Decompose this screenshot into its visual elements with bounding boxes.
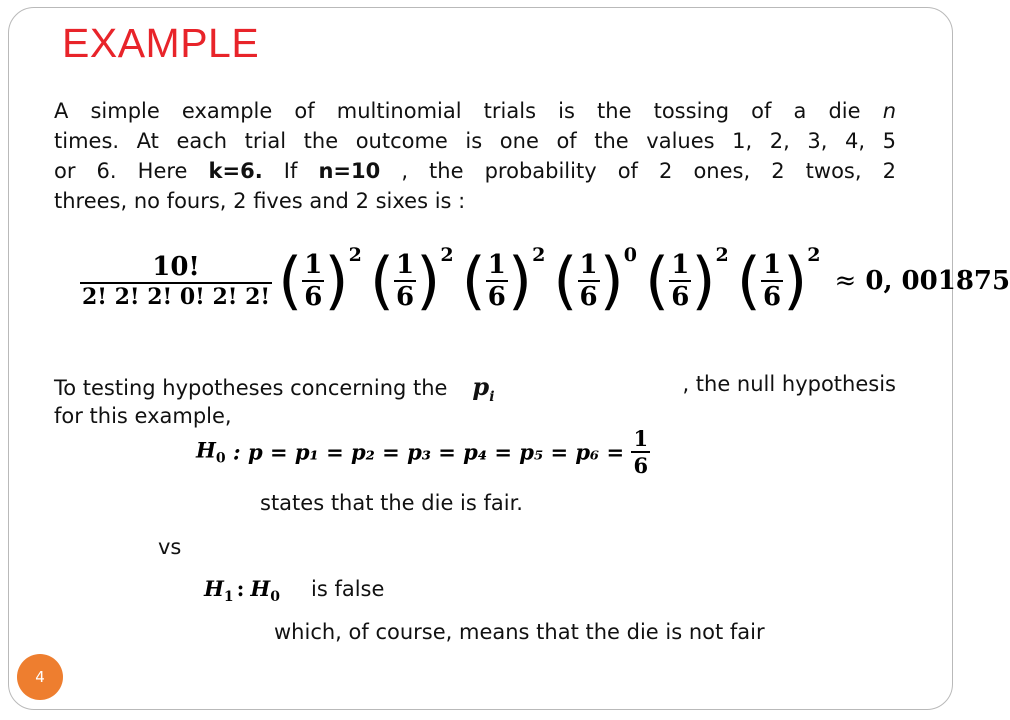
- power-term-3: ( $\frac{1}{6}$ )$^2$: [461, 244, 546, 317]
- power-term-2: ( $\frac{1}{6}$ )$^2$: [369, 244, 454, 317]
- text-segment: or 6. Here: [54, 159, 188, 183]
- vs-label: vs: [158, 535, 182, 559]
- power-term-6: ( $\frac{1}{6}$ )$^2$: [736, 244, 821, 317]
- exponent: 2: [807, 244, 821, 266]
- fraction-numerator: 1: [487, 250, 506, 280]
- factorial-denominator: 2! 2! 2! 0! 2! 2!: [82, 284, 271, 310]
- page-number-badge: 4: [17, 654, 63, 700]
- fraction-numerator: 1: [579, 250, 598, 280]
- fraction-numerator: 1: [633, 426, 649, 451]
- fraction-denominator: 6: [671, 282, 690, 312]
- alternative-hypothesis: [204, 576, 280, 605]
- text-segment: If: [283, 159, 298, 183]
- fraction-denominator: 6: [304, 282, 323, 312]
- colon: :: [236, 576, 245, 601]
- fraction-numerator: 1: [762, 250, 782, 280]
- multinomial-formula: [80, 244, 1010, 317]
- text-segment: A simple example of multinomial trials is the tossing of a die: [54, 99, 861, 123]
- h0-fraction: [631, 426, 650, 478]
- exponent: 2: [440, 244, 454, 266]
- approx-sign: ≈: [834, 266, 857, 296]
- fair-statement: states that the die is fair.: [260, 491, 523, 515]
- hypothesis-line-1: [54, 372, 896, 405]
- n-value: n=10: [318, 159, 381, 183]
- exponent: 2: [715, 244, 729, 266]
- p-symbol: p: [472, 372, 490, 401]
- text-segment: To testing hypotheses concerning the: [54, 376, 448, 400]
- is-false-label: is false: [311, 577, 385, 601]
- fraction-denominator: 6: [396, 282, 415, 312]
- null-hypothesis-equation: : p = p₁ = p₂ = p₃ = p₄ = p₅ = p₆ =: [232, 439, 625, 465]
- fraction-denominator: 6: [762, 282, 782, 312]
- h0-subscript: 0: [270, 589, 280, 606]
- hypothesis-line-2: for this example,: [54, 404, 232, 428]
- text-segment: , the probability of 2 ones, 2 twos, 2: [401, 159, 896, 183]
- paragraph-line-2: times. At each trial the outcome is one of the values 1, 2, 3, 4, 5: [54, 129, 896, 153]
- not-fair-statement: which, of course, means that the die is not fair: [274, 620, 765, 644]
- h0-subscript: 0: [215, 450, 226, 467]
- intro-paragraph: [54, 96, 896, 216]
- fraction-numerator: 1: [671, 250, 690, 280]
- h-symbol: H: [196, 437, 216, 463]
- i-subscript: i: [489, 388, 495, 405]
- paragraph-line-4: threes, no fours, 2 fives and 2 sixes is :: [54, 189, 466, 213]
- exponent: 2: [532, 244, 546, 266]
- power-term-4: ( $\frac{1}{6}$ )$^0$: [553, 244, 638, 317]
- paragraph-line-1: [54, 96, 896, 126]
- exponent: 0: [623, 244, 638, 266]
- factorial-fraction: [80, 252, 272, 310]
- power-term-1: ( $\frac{1}{6}$ )$^2$: [278, 244, 362, 317]
- slide-title: EXAMPLE: [62, 20, 260, 66]
- fraction-numerator: 1: [304, 250, 323, 280]
- h1-subscript: 1: [223, 589, 234, 606]
- variable-n: n: [882, 99, 896, 123]
- exponent: 2: [348, 244, 362, 266]
- paragraph-line-3: [54, 156, 896, 186]
- null-hypothesis: [196, 426, 650, 478]
- fraction-denominator: 6: [579, 282, 598, 312]
- text-segment: , the null hypothesis: [682, 372, 896, 396]
- fraction-denominator: 6: [633, 453, 649, 478]
- h-symbol: H: [204, 576, 224, 601]
- power-term-5: ( $\frac{1}{6}$ )$^2$: [645, 244, 729, 317]
- fraction-denominator: 6: [487, 282, 506, 312]
- h-symbol: H: [250, 576, 271, 601]
- probability-result: 0, 001875: [865, 266, 1010, 296]
- fraction-numerator: 1: [396, 250, 415, 280]
- p-i-symbol: [447, 372, 519, 405]
- k-value: k=6.: [208, 159, 263, 183]
- factorial-numerator: 10!: [152, 252, 200, 282]
